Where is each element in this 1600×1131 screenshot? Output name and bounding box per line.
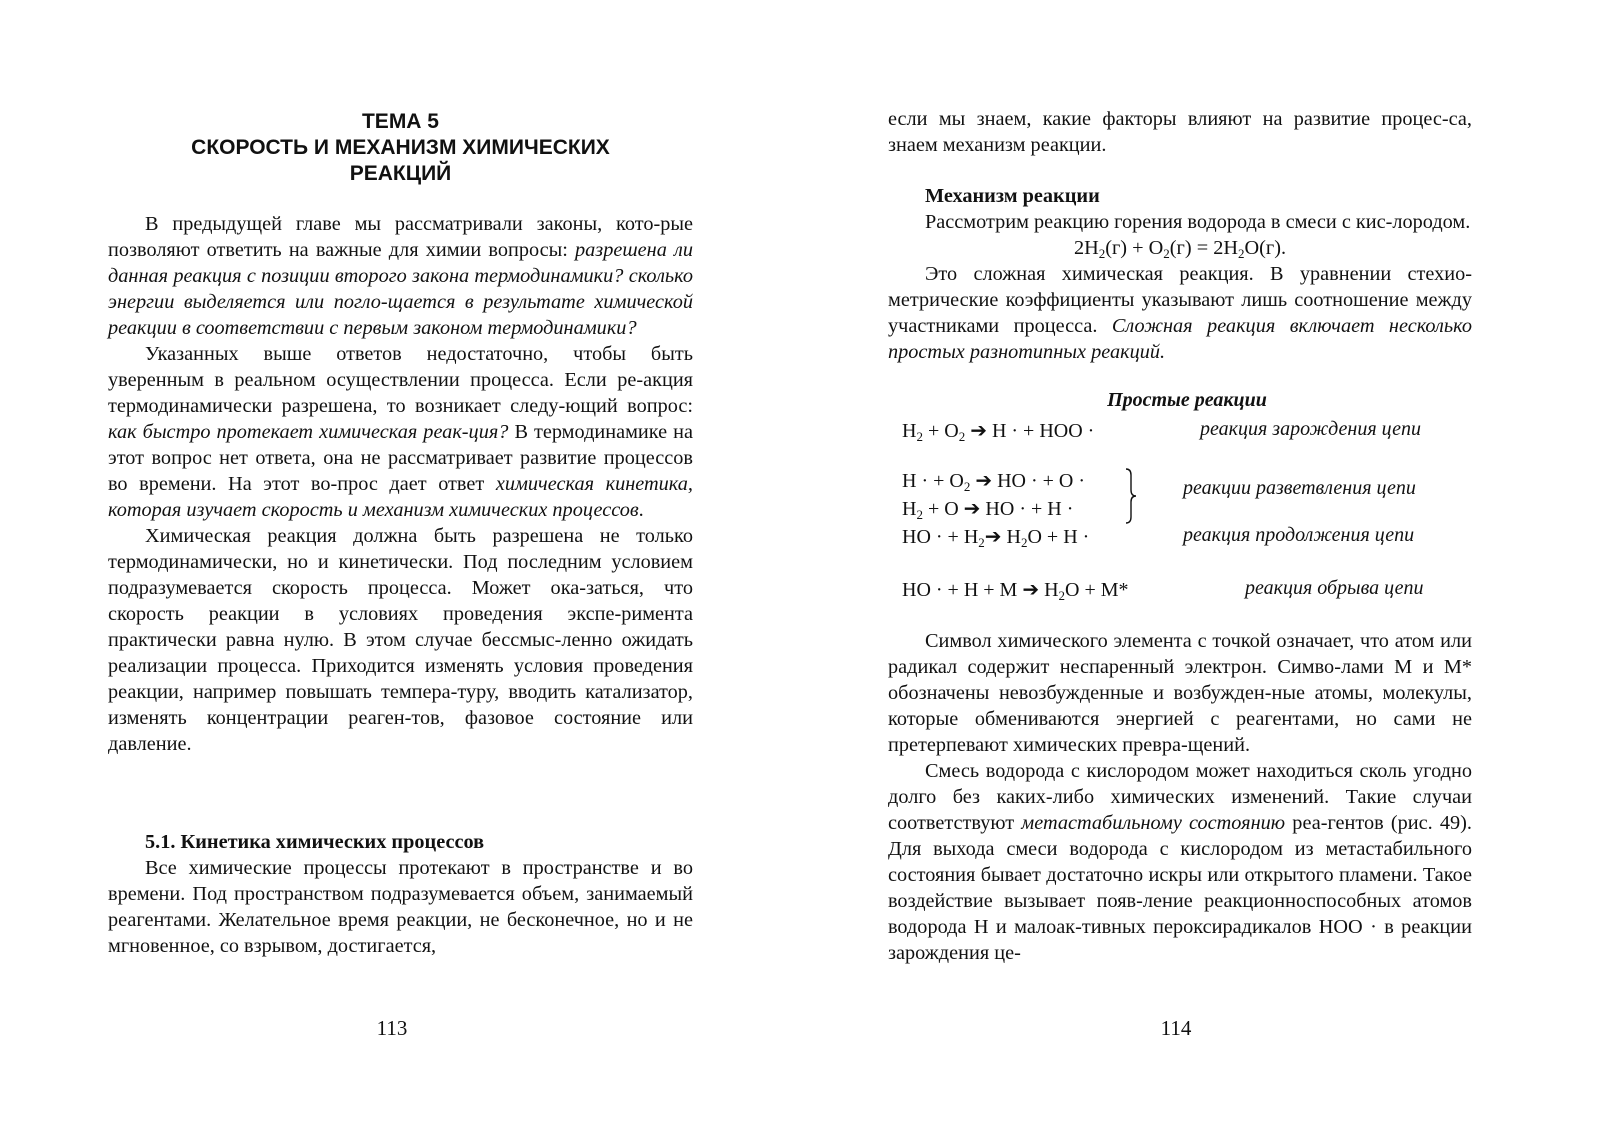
rx-part: H · + O: [902, 470, 964, 492]
eq-part: 2H: [1073, 237, 1099, 259]
paragraph-complex-text: Это сложная химическая реакция. В уравнении стехио-метрические коэффициенты указывают лишь соотношение между участниками процесса.: [888, 263, 1472, 337]
paragraph-kinetics-question: [108, 341, 693, 523]
label-initiation: реакция зарождения цепи: [1200, 418, 1422, 440]
rx-subscript: 2: [963, 479, 971, 494]
eq-subscript: 2: [1098, 246, 1106, 261]
paragraph-complex-italic: Сложная реакция включает несколько простых разнотипных реакций.: [888, 315, 1472, 363]
section-title-kinetics: 5.1. Кинетика химических процессов: [145, 831, 485, 853]
paragraph-intro-italic: разрешена ли данная реакция с позиции второго закона термодинамики? сколько энергии выделяется или погло-щается в результате химической реакции в соответствии с первым законом термодинамики?: [108, 239, 693, 339]
right-page: [800, 0, 1600, 1131]
label-propagation: реакция продолжения цепи: [1183, 524, 1415, 546]
rx-part: O + M*: [1065, 579, 1129, 601]
rx-subscript: 2: [916, 507, 923, 522]
right-mechanism-text: [888, 183, 1472, 365]
paragraph-metastable: [888, 758, 1472, 966]
rx-subscript: 2: [916, 429, 923, 444]
paragraph-radical-symbols: Символ химического элемента с точкой означает, что атом или радикал содержит неспаренный электрон. Симво-лами M и M* обозначены невозбужденные и возбужден-ные атомы, молекулы, которые обмениваются энергией с реагентами, но сами не претерпевают химических превра-щений.: [888, 630, 1472, 756]
paragraph-metastable-text-c: реа-гентов (рис. 49). Для выхода смеси водорода с кислородом из метастабильного состояния бывает достаточно искры или открытого пламени. Такое воздействие вызывает появ-ление реакционноспособных атомов водорода H и малоак-тивных пероксирадикалов HOO · в реакции зарождения це-: [888, 812, 1472, 964]
left-section-text: [108, 829, 693, 959]
heading-line-1: ТЕМА 5: [361, 110, 439, 133]
right-bottom-text: [888, 628, 1472, 966]
rx-part: + O: [922, 420, 959, 442]
heading-line-2: СКОРОСТЬ И МЕХАНИЗМ ХИМИЧЕСКИХ: [191, 136, 610, 159]
reaction-initiation: [902, 418, 1094, 443]
paragraph-2-italic-b: как быстро протекает химическая реак-ция?: [108, 421, 509, 443]
reaction-propagation: [902, 524, 1089, 549]
eq-subscript: 2: [1163, 246, 1170, 261]
rx-part: ➔ HO · + O ·: [970, 470, 1086, 492]
paragraph-2-text-e: .: [638, 499, 644, 521]
paragraph-complex-reaction: [888, 261, 1472, 365]
eq-part: (г) = 2H: [1169, 237, 1238, 259]
simple-reactions-block: [902, 388, 1472, 608]
simple-reactions-title: Простые реакции: [1107, 389, 1267, 411]
section-title-mechanism: Механизм реакции: [925, 185, 1100, 207]
rx-subscript: 2: [978, 535, 985, 550]
curly-brace-icon: [1124, 468, 1138, 524]
rx-part: H: [902, 420, 917, 442]
paragraph-continuation: если мы знаем, какие факторы влияют на развитие процес-са, знаем механизм реакции.: [888, 108, 1472, 156]
rx-subscript: 2: [1058, 588, 1066, 603]
rx-part: + O ➔ HO · + H ·: [922, 498, 1074, 520]
paragraph-intro: [108, 211, 693, 341]
rx-part: ➔ H: [984, 526, 1021, 548]
rx-part: O + H ·: [1027, 526, 1090, 548]
paragraph-2-text-a: Указанных выше ответов недостаточно, чтобы быть уверенным в реальном осуществлении процесса. Если ре-акция термодинамически разрешена, то возникает следу-ющий вопрос:: [108, 343, 693, 417]
rx-part: H: [902, 498, 917, 520]
reaction-branching-2: [902, 496, 1073, 521]
label-termination: реакция обрыва цепи: [1245, 577, 1424, 599]
paragraph-space-time: Все химические процессы протекают в пространстве и во времени. Под пространством подразумевается объем, занимаемый реагентами. Желательное время реакции, не бесконечное, но и не мгновенное, со взрывом, достигается,: [108, 857, 693, 957]
rx-subscript: 2: [958, 429, 966, 444]
rx-part: HO · + H: [902, 526, 979, 548]
right-top-text: [888, 106, 1472, 158]
page-number-right: 114: [1160, 1016, 1192, 1040]
rx-part: HO · + H + M ➔ H: [902, 579, 1059, 601]
paragraph-metastable-italic: метастабильному состоянию: [1021, 812, 1286, 834]
rx-subscript: 2: [1020, 535, 1028, 550]
chapter-heading: [108, 109, 693, 187]
paragraph-metastable-text-a: Смесь водорода с кислородом может находиться сколь угодно долго без каких-либо химических изменений. Такие случаи соответствуют: [888, 760, 1472, 834]
paragraph-kinetic-allowance: Химическая реакция должна быть разрешена не только термодинамически, но и кинетически. Под последним условием подразумевается скорость процесса. Может ока-заться, что скорость реакции в условиях проведения экспе-римента практически равна нулю. В этом случае бессмыс-ленно ожидать реализации процесса. Приходится изменять условия проведения реакции, например повышать темпера-туру, вводить катализатор, изменять концентрации реаген-тов, фазовое состояние или давление.: [108, 525, 693, 755]
label-branching: реакции разветвления цепи: [1183, 477, 1416, 499]
equation-hydrogen-combustion: [888, 235, 1472, 261]
page-number-left: 113: [376, 1016, 408, 1040]
heading-line-3: РЕАКЦИЙ: [349, 162, 452, 185]
left-intro-text: [108, 211, 693, 757]
paragraph-hydrogen-combustion: Рассмотрим реакцию горения водорода в смеси с кис-лородом.: [925, 211, 1471, 233]
reaction-branching-1: [902, 468, 1085, 493]
paragraph-intro-text: В предыдущей главе мы рассматривали законы, кото-рые позволяют ответить на важные для химии вопросы:: [108, 213, 693, 261]
eq-subscript: 2: [1238, 246, 1245, 261]
rx-part: ➔ H · + HOO ·: [965, 420, 1095, 442]
paragraph-2-text-c: В термодинамике на этот вопрос нет ответа, она не рассматривает развитие процессов во времени. На этот во-прос дает ответ: [108, 421, 694, 495]
paragraph-2-italic-d: химическая кинетика, которая изучает скорость и механизм химических процессов: [108, 473, 693, 521]
eq-part: (г) + O: [1105, 237, 1164, 259]
eq-part: O(г).: [1244, 237, 1287, 259]
reaction-termination: [902, 577, 1129, 602]
